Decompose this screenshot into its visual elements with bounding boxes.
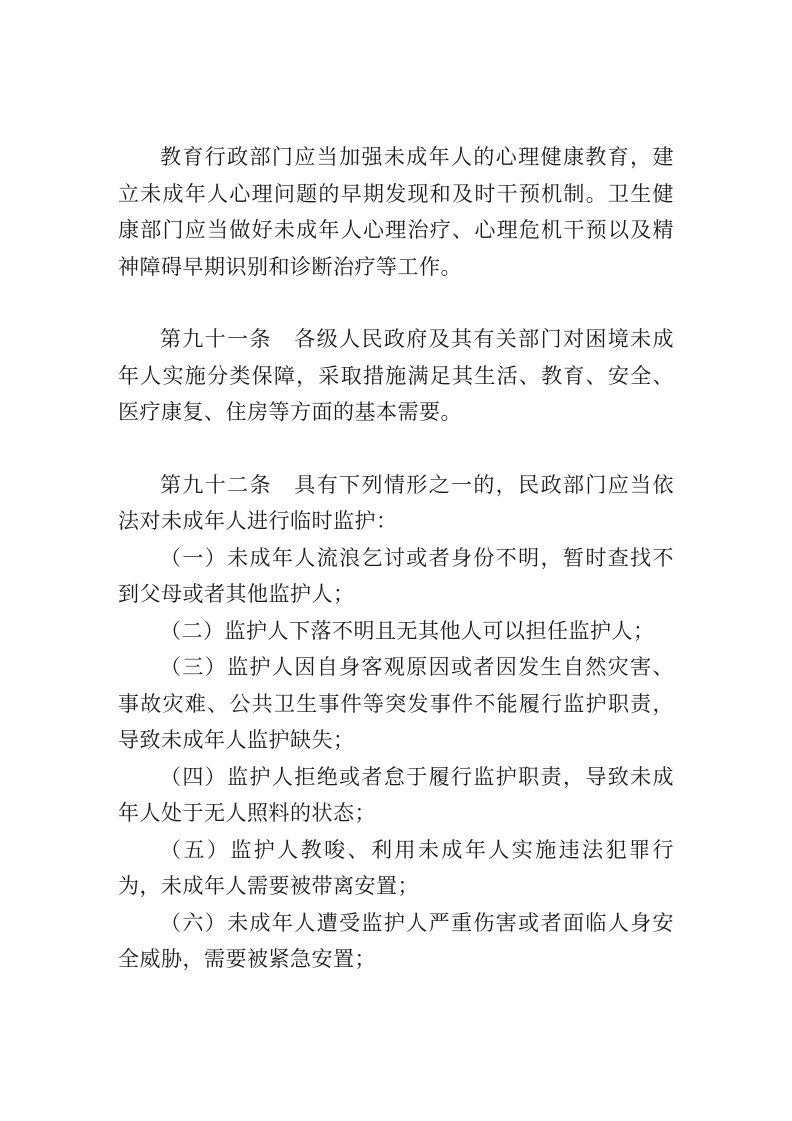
list-item-1: （一）未成年人流浪乞讨或者身份不明，暂时查找不到父母或者其他监护人； — [118, 545, 674, 606]
document-body — [118, 139, 674, 978]
list-item-3: （三）监护人因自身客观原因或者因发生自然灾害、事故灾难、公共卫生事件等突发事件不能履行监护职责，导致未成年人监护缺失； — [118, 655, 674, 752]
list-item-5: （五）监护人教唆、利用未成年人实施违法犯罪行为，未成年人需要被带离安置； — [118, 837, 674, 898]
list-item-2: （二）监护人下落不明且无其他人可以担任监护人； — [160, 618, 655, 643]
list-item-4: （四）监护人拒绝或者怠于履行监护职责，导致未成年人处于无人照料的状态； — [118, 764, 674, 825]
list-item-6: （六）未成年人遭受监护人严重伤害或者面临人身安全威胁，需要被紧急安置； — [118, 910, 674, 971]
paragraph-article-92: 第九十二条 具有下列情形之一的，民政部门应当依法对未成年人进行临时监护： — [118, 472, 674, 533]
paragraph-article-91: 第九十一条 各级人民政府及其有关部门对困境未成年人实施分类保障，采取措施满足其生活、教育、安全、医疗康复、住房等方面的基本需要。 — [118, 327, 674, 424]
paragraph-mental-health: 教育行政部门应当加强未成年人的心理健康教育，建立未成年人心理问题的早期发现和及时干预机制。卫生健康部门应当做好未成年人心理治疗、心理危机干预以及精神障碍早期识别和诊断治疗等工作。 — [118, 145, 674, 279]
